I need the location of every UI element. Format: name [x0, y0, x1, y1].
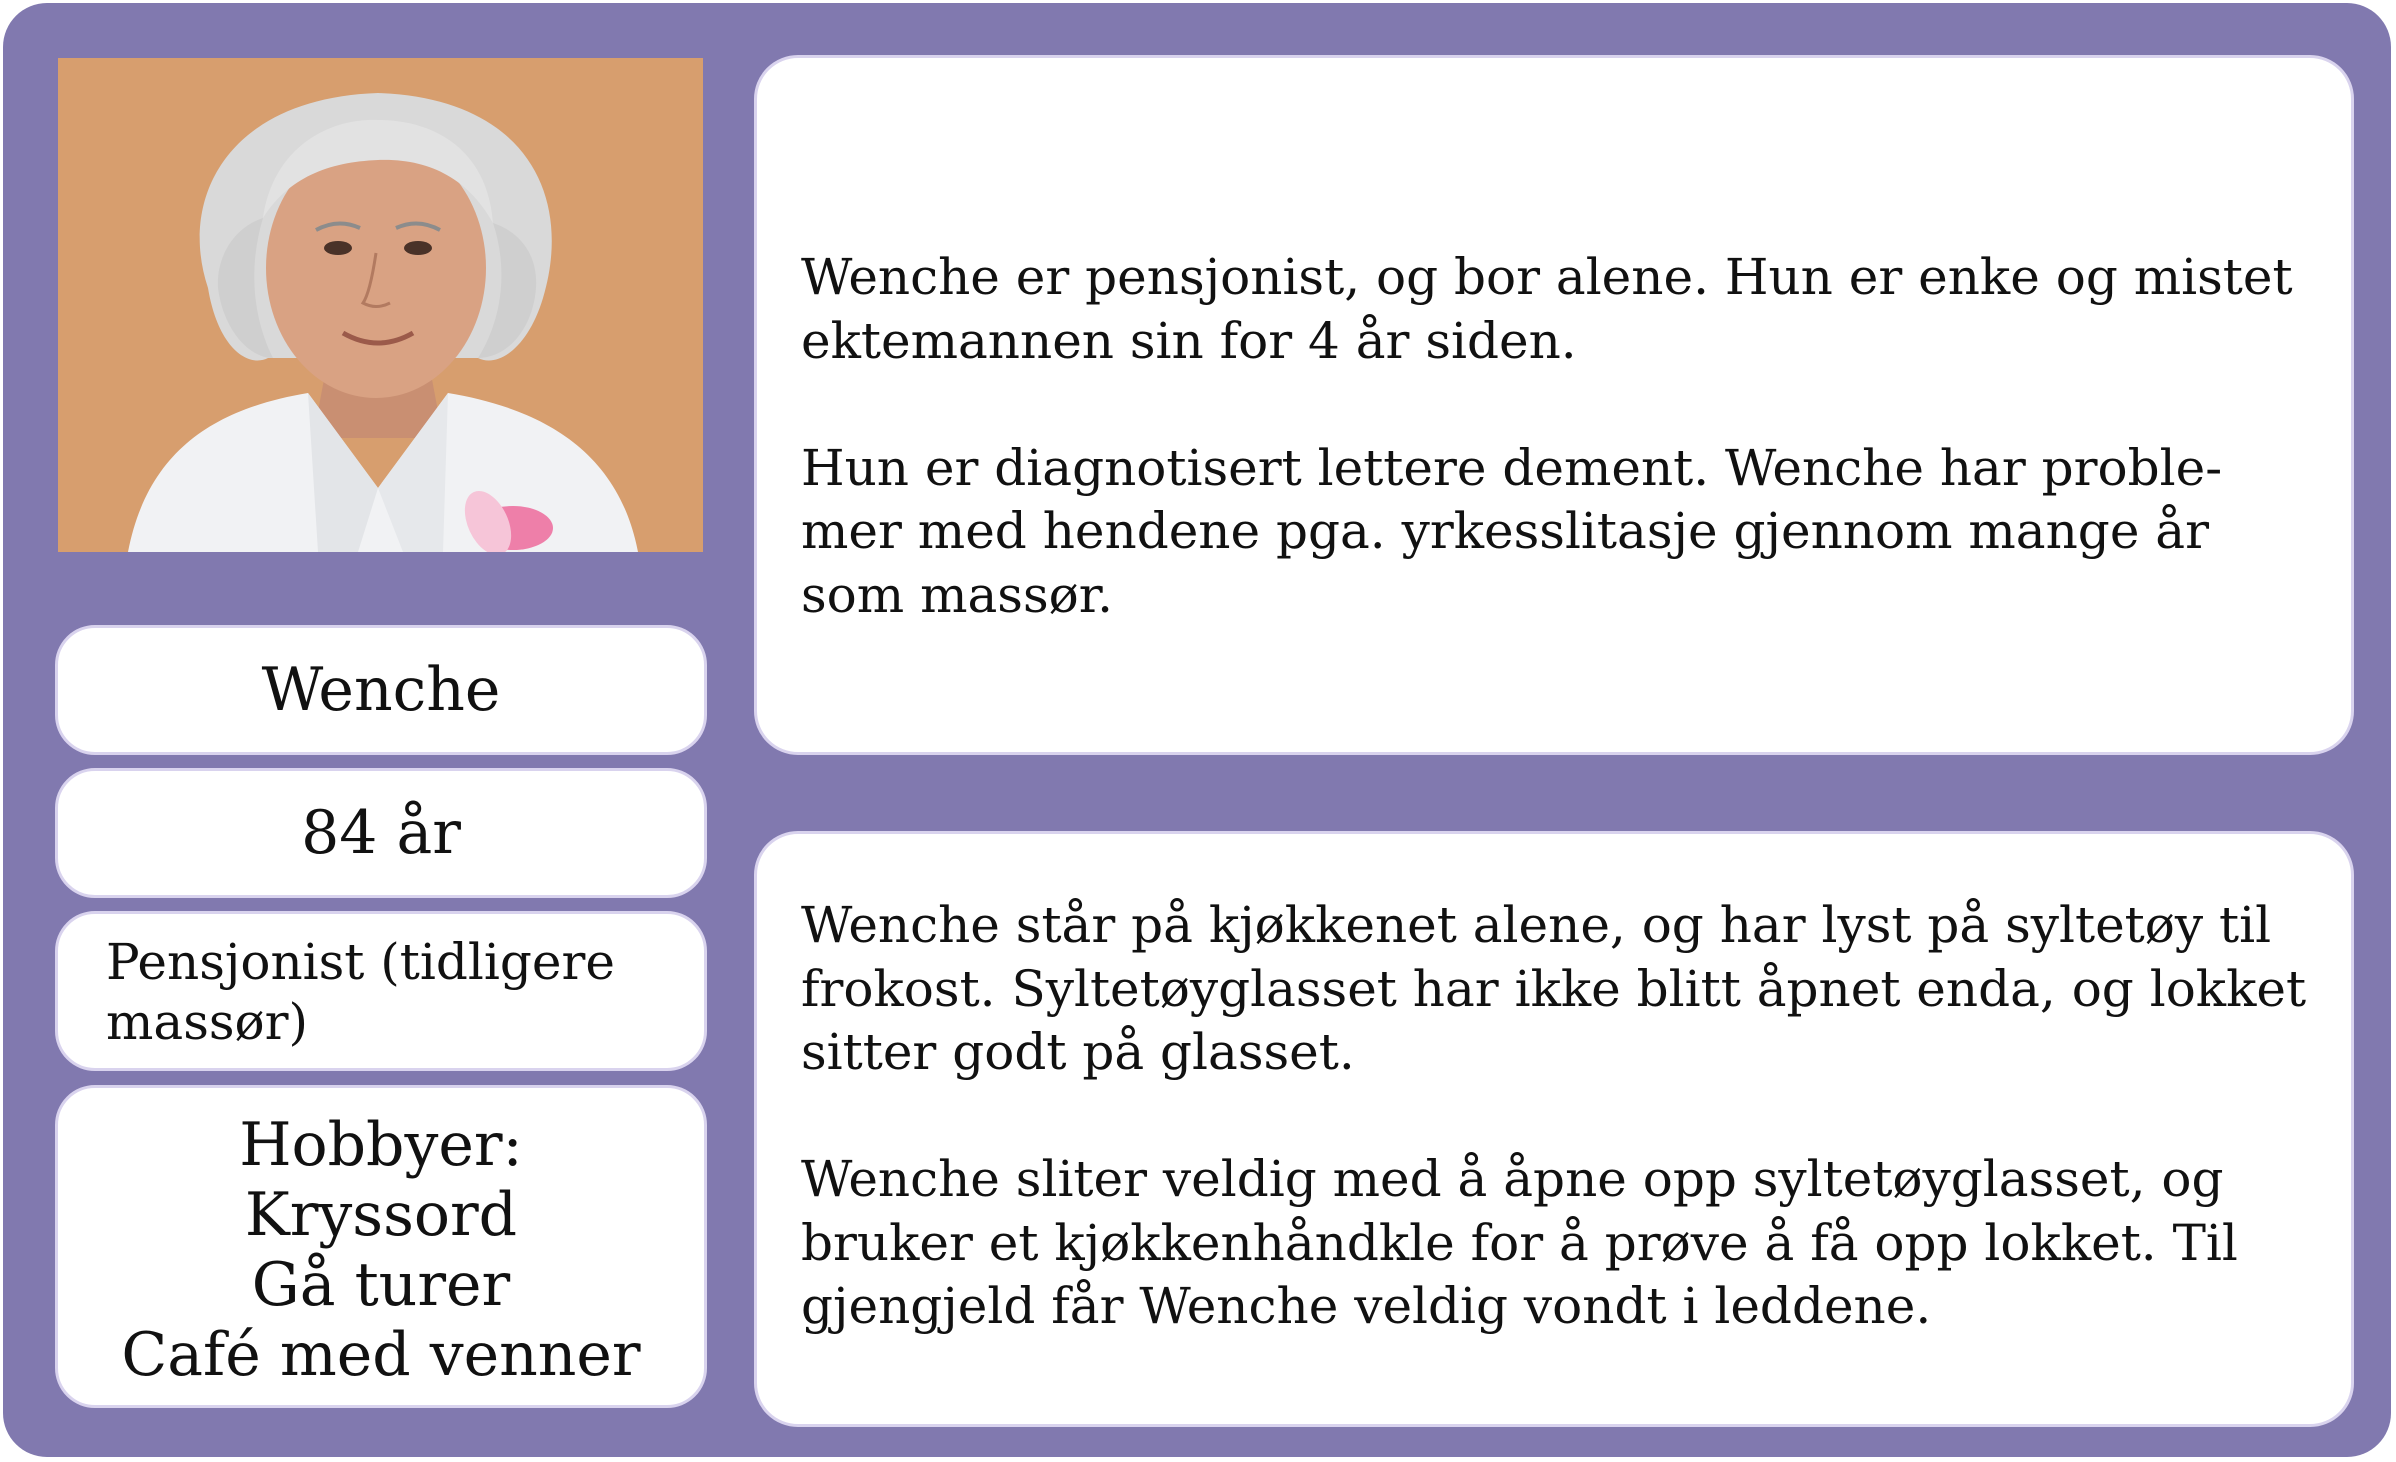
- age-field: [55, 768, 707, 898]
- description-box: [754, 55, 2354, 755]
- persona-card: [3, 3, 2391, 1457]
- description-paragraph: Hun er diagnotisert lettere dement. Wenche har proble-mer med hendene pga. yrkesslitasje gjennom mange år som massør.: [801, 438, 2223, 624]
- hobby-item: Kryssord: [244, 1180, 518, 1250]
- scenario-paragraph: Wenche står på kjøkkenet alene, og har lyst på syltetøy til frokost. Syltetøyglasset har ikke blitt åpnet enda, og lokket sitter godt på glasset.: [801, 896, 2307, 1081]
- occupation-field: [55, 911, 707, 1071]
- persona-occupation: Pensjonist (tidligere massør): [106, 933, 615, 1051]
- hobbies-heading: Hobbyer:: [239, 1110, 523, 1180]
- hobby-item: Gå turer: [251, 1250, 511, 1320]
- persona-name: Wenche: [261, 655, 501, 725]
- portrait-image: [58, 58, 703, 552]
- scenario-paragraph: Wenche sliter veldig med å åpne opp syltetøyglasset, og bruker et kjøkkenhåndkle for å prøve å få opp lokket. Til gjengjeld får Wenche veldig vondt i leddene.: [801, 1150, 2238, 1335]
- name-field: [55, 625, 707, 755]
- description-paragraph: Wenche er pensjonist, og bor alene. Hun er enke og mistet ektemannen sin for 4 år siden.: [801, 248, 2293, 370]
- persona-photo: [58, 58, 703, 552]
- scenario-box: [754, 831, 2354, 1427]
- hobby-item: Café med venner: [121, 1320, 641, 1390]
- hobbies-field: [55, 1085, 707, 1408]
- persona-age: 84 år: [301, 798, 461, 868]
